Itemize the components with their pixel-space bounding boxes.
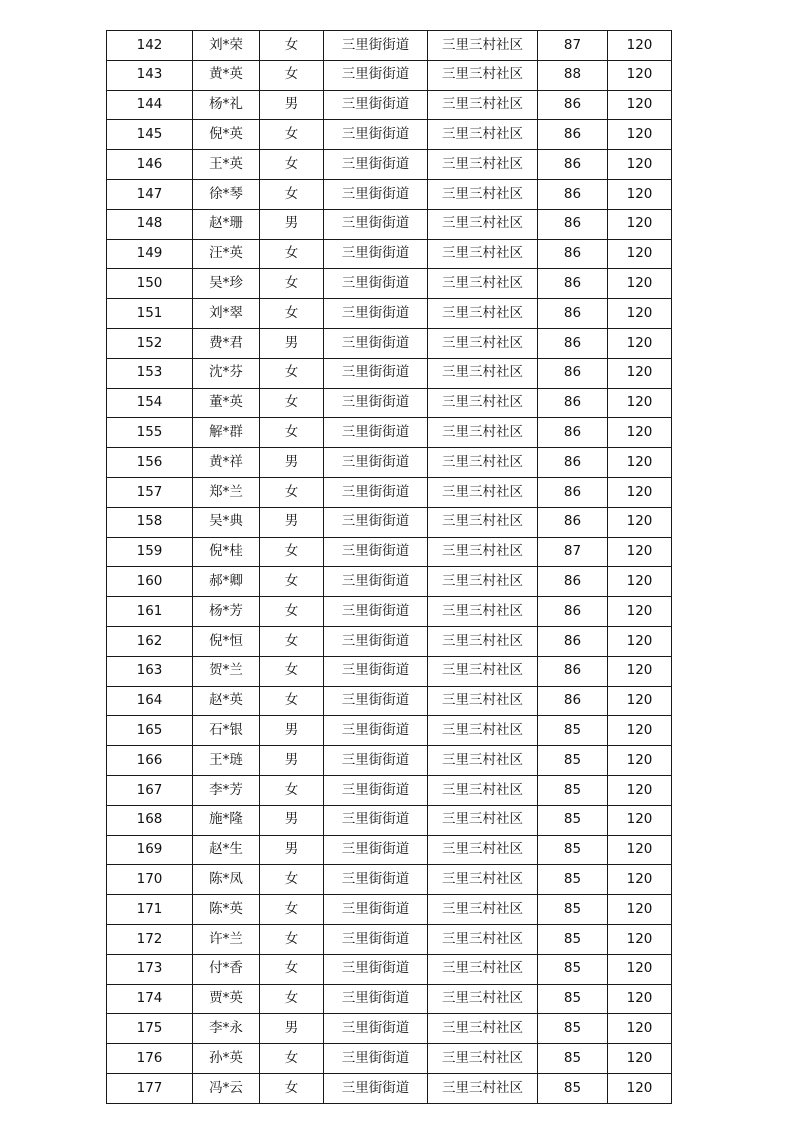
cell-serial-number: 147: [107, 179, 193, 209]
cell-amount: 120: [608, 746, 672, 776]
cell-age: 85: [538, 835, 608, 865]
cell-age: 85: [538, 746, 608, 776]
cell-amount: 120: [608, 358, 672, 388]
cell-street: 三里街街道: [324, 239, 428, 269]
cell-name: 石*银: [193, 716, 260, 746]
cell-serial-number: 166: [107, 746, 193, 776]
cell-gender: 女: [260, 686, 324, 716]
cell-community: 三里三村社区: [428, 358, 538, 388]
cell-serial-number: 159: [107, 537, 193, 567]
cell-name: 刘*荣: [193, 31, 260, 61]
cell-street: 三里街街道: [324, 805, 428, 835]
cell-gender: 女: [260, 418, 324, 448]
cell-street: 三里街街道: [324, 1073, 428, 1103]
cell-community: 三里三村社区: [428, 269, 538, 299]
cell-community: 三里三村社区: [428, 1044, 538, 1074]
cell-amount: 120: [608, 597, 672, 627]
cell-community: 三里三村社区: [428, 537, 538, 567]
cell-age: 85: [538, 984, 608, 1014]
table-row: [107, 597, 672, 627]
cell-gender: 女: [260, 1044, 324, 1074]
cell-name: 李*永: [193, 1014, 260, 1044]
cell-community: 三里三村社区: [428, 31, 538, 61]
cell-street: 三里街街道: [324, 686, 428, 716]
cell-amount: 120: [608, 239, 672, 269]
cell-age: 86: [538, 656, 608, 686]
cell-gender: 女: [260, 150, 324, 180]
cell-name: 付*香: [193, 954, 260, 984]
cell-serial-number: 169: [107, 835, 193, 865]
cell-gender: 女: [260, 477, 324, 507]
table-row: [107, 239, 672, 269]
cell-age: 88: [538, 60, 608, 90]
table-row: [107, 716, 672, 746]
cell-name: 董*英: [193, 388, 260, 418]
cell-gender: 女: [260, 239, 324, 269]
cell-age: 86: [538, 567, 608, 597]
cell-age: 85: [538, 1073, 608, 1103]
cell-amount: 120: [608, 299, 672, 329]
cell-age: 86: [538, 358, 608, 388]
cell-amount: 120: [608, 835, 672, 865]
cell-serial-number: 149: [107, 239, 193, 269]
cell-gender: 女: [260, 120, 324, 150]
cell-community: 三里三村社区: [428, 567, 538, 597]
cell-community: 三里三村社区: [428, 388, 538, 418]
table-row: [107, 775, 672, 805]
table-row: [107, 1014, 672, 1044]
cell-name: 倪*英: [193, 120, 260, 150]
cell-serial-number: 148: [107, 209, 193, 239]
cell-street: 三里街街道: [324, 835, 428, 865]
cell-name: 吴*珍: [193, 269, 260, 299]
cell-serial-number: 171: [107, 895, 193, 925]
cell-age: 86: [538, 418, 608, 448]
cell-age: 85: [538, 775, 608, 805]
cell-serial-number: 153: [107, 358, 193, 388]
cell-community: 三里三村社区: [428, 120, 538, 150]
cell-community: 三里三村社区: [428, 239, 538, 269]
cell-serial-number: 151: [107, 299, 193, 329]
cell-age: 86: [538, 90, 608, 120]
cell-street: 三里街街道: [324, 984, 428, 1014]
table-row: [107, 448, 672, 478]
cell-serial-number: 164: [107, 686, 193, 716]
cell-serial-number: 154: [107, 388, 193, 418]
table-row: [107, 984, 672, 1014]
table-row: [107, 954, 672, 984]
cell-amount: 120: [608, 537, 672, 567]
cell-name: 王*英: [193, 150, 260, 180]
table-row: [107, 328, 672, 358]
cell-serial-number: 165: [107, 716, 193, 746]
table-row: [107, 388, 672, 418]
cell-age: 86: [538, 209, 608, 239]
cell-serial-number: 177: [107, 1073, 193, 1103]
cell-gender: 女: [260, 984, 324, 1014]
cell-age: 86: [538, 150, 608, 180]
cell-serial-number: 170: [107, 865, 193, 895]
cell-community: 三里三村社区: [428, 299, 538, 329]
cell-gender: 男: [260, 209, 324, 239]
cell-age: 85: [538, 805, 608, 835]
cell-age: 85: [538, 716, 608, 746]
cell-community: 三里三村社区: [428, 179, 538, 209]
cell-name: 杨*芳: [193, 597, 260, 627]
cell-street: 三里街街道: [324, 924, 428, 954]
cell-amount: 120: [608, 477, 672, 507]
cell-name: 倪*桂: [193, 537, 260, 567]
table-row: [107, 418, 672, 448]
cell-serial-number: 158: [107, 507, 193, 537]
cell-age: 85: [538, 954, 608, 984]
cell-street: 三里街街道: [324, 895, 428, 925]
cell-gender: 女: [260, 358, 324, 388]
table-row: [107, 1073, 672, 1103]
table-row: [107, 31, 672, 61]
cell-street: 三里街街道: [324, 328, 428, 358]
cell-amount: 120: [608, 775, 672, 805]
cell-amount: 120: [608, 507, 672, 537]
cell-community: 三里三村社区: [428, 656, 538, 686]
cell-name: 孙*英: [193, 1044, 260, 1074]
cell-name: 赵*珊: [193, 209, 260, 239]
cell-street: 三里街街道: [324, 567, 428, 597]
table-row: [107, 835, 672, 865]
cell-street: 三里街街道: [324, 209, 428, 239]
cell-amount: 120: [608, 805, 672, 835]
cell-name: 费*君: [193, 328, 260, 358]
cell-name: 黄*祥: [193, 448, 260, 478]
table-row: [107, 656, 672, 686]
cell-gender: 女: [260, 626, 324, 656]
cell-serial-number: 163: [107, 656, 193, 686]
cell-age: 85: [538, 865, 608, 895]
table-row: [107, 120, 672, 150]
cell-serial-number: 144: [107, 90, 193, 120]
cell-amount: 120: [608, 954, 672, 984]
cell-amount: 120: [608, 120, 672, 150]
cell-age: 86: [538, 299, 608, 329]
cell-serial-number: 162: [107, 626, 193, 656]
table-row: [107, 746, 672, 776]
cell-gender: 女: [260, 567, 324, 597]
cell-serial-number: 167: [107, 775, 193, 805]
table-row: [107, 269, 672, 299]
cell-age: 87: [538, 537, 608, 567]
cell-community: 三里三村社区: [428, 209, 538, 239]
cell-age: 86: [538, 448, 608, 478]
roster-table-body: [107, 31, 672, 1104]
cell-gender: 女: [260, 537, 324, 567]
cell-gender: 女: [260, 924, 324, 954]
cell-serial-number: 175: [107, 1014, 193, 1044]
cell-street: 三里街街道: [324, 120, 428, 150]
cell-gender: 男: [260, 448, 324, 478]
roster-table: [106, 30, 672, 1104]
cell-serial-number: 174: [107, 984, 193, 1014]
table-row: [107, 60, 672, 90]
table-row: [107, 358, 672, 388]
cell-community: 三里三村社区: [428, 835, 538, 865]
cell-age: 86: [538, 686, 608, 716]
cell-amount: 120: [608, 1073, 672, 1103]
cell-street: 三里街街道: [324, 388, 428, 418]
cell-community: 三里三村社区: [428, 1014, 538, 1044]
cell-name: 陈*凤: [193, 865, 260, 895]
cell-street: 三里街街道: [324, 150, 428, 180]
cell-gender: 男: [260, 507, 324, 537]
cell-community: 三里三村社区: [428, 865, 538, 895]
cell-street: 三里街街道: [324, 179, 428, 209]
cell-name: 许*兰: [193, 924, 260, 954]
cell-serial-number: 142: [107, 31, 193, 61]
cell-gender: 女: [260, 388, 324, 418]
table-row: [107, 805, 672, 835]
table-row: [107, 895, 672, 925]
cell-gender: 女: [260, 299, 324, 329]
cell-street: 三里街街道: [324, 716, 428, 746]
cell-age: 86: [538, 507, 608, 537]
cell-name: 汪*英: [193, 239, 260, 269]
cell-age: 86: [538, 328, 608, 358]
cell-amount: 120: [608, 209, 672, 239]
cell-age: 86: [538, 269, 608, 299]
cell-community: 三里三村社区: [428, 448, 538, 478]
cell-amount: 120: [608, 895, 672, 925]
table-row: [107, 1044, 672, 1074]
cell-name: 李*芳: [193, 775, 260, 805]
cell-community: 三里三村社区: [428, 924, 538, 954]
table-row: [107, 299, 672, 329]
cell-street: 三里街街道: [324, 775, 428, 805]
cell-age: 87: [538, 31, 608, 61]
cell-gender: 女: [260, 1073, 324, 1103]
cell-age: 86: [538, 626, 608, 656]
cell-gender: 女: [260, 269, 324, 299]
cell-name: 陈*英: [193, 895, 260, 925]
cell-age: 86: [538, 597, 608, 627]
cell-age: 86: [538, 477, 608, 507]
cell-amount: 120: [608, 448, 672, 478]
cell-street: 三里街街道: [324, 418, 428, 448]
cell-age: 85: [538, 1014, 608, 1044]
cell-amount: 120: [608, 179, 672, 209]
cell-street: 三里街街道: [324, 507, 428, 537]
cell-amount: 120: [608, 865, 672, 895]
cell-gender: 女: [260, 60, 324, 90]
cell-age: 85: [538, 895, 608, 925]
cell-street: 三里街街道: [324, 60, 428, 90]
table-row: [107, 537, 672, 567]
cell-community: 三里三村社区: [428, 775, 538, 805]
cell-gender: 男: [260, 1014, 324, 1044]
cell-gender: 女: [260, 775, 324, 805]
cell-serial-number: 145: [107, 120, 193, 150]
cell-name: 解*群: [193, 418, 260, 448]
cell-serial-number: 161: [107, 597, 193, 627]
cell-community: 三里三村社区: [428, 686, 538, 716]
table-row: [107, 90, 672, 120]
cell-serial-number: 143: [107, 60, 193, 90]
cell-amount: 120: [608, 716, 672, 746]
cell-community: 三里三村社区: [428, 418, 538, 448]
cell-amount: 120: [608, 150, 672, 180]
cell-serial-number: 146: [107, 150, 193, 180]
cell-amount: 120: [608, 1014, 672, 1044]
table-row: [107, 567, 672, 597]
cell-community: 三里三村社区: [428, 477, 538, 507]
cell-name: 赵*英: [193, 686, 260, 716]
cell-street: 三里街街道: [324, 1014, 428, 1044]
table-row: [107, 150, 672, 180]
cell-serial-number: 152: [107, 328, 193, 358]
cell-age: 85: [538, 924, 608, 954]
cell-serial-number: 155: [107, 418, 193, 448]
cell-name: 倪*恒: [193, 626, 260, 656]
cell-community: 三里三村社区: [428, 1073, 538, 1103]
cell-age: 86: [538, 388, 608, 418]
cell-serial-number: 156: [107, 448, 193, 478]
cell-serial-number: 150: [107, 269, 193, 299]
cell-gender: 女: [260, 954, 324, 984]
cell-community: 三里三村社区: [428, 328, 538, 358]
cell-community: 三里三村社区: [428, 597, 538, 627]
cell-gender: 女: [260, 179, 324, 209]
table-row: [107, 865, 672, 895]
cell-amount: 120: [608, 60, 672, 90]
cell-name: 王*琏: [193, 746, 260, 776]
cell-amount: 120: [608, 656, 672, 686]
cell-community: 三里三村社区: [428, 507, 538, 537]
cell-street: 三里街街道: [324, 954, 428, 984]
cell-gender: 男: [260, 835, 324, 865]
table-row: [107, 179, 672, 209]
cell-name: 沈*芬: [193, 358, 260, 388]
cell-serial-number: 157: [107, 477, 193, 507]
cell-community: 三里三村社区: [428, 150, 538, 180]
cell-serial-number: 160: [107, 567, 193, 597]
cell-amount: 120: [608, 626, 672, 656]
table-row: [107, 924, 672, 954]
table-row: [107, 209, 672, 239]
cell-age: 86: [538, 179, 608, 209]
cell-amount: 120: [608, 328, 672, 358]
cell-street: 三里街街道: [324, 31, 428, 61]
cell-age: 86: [538, 120, 608, 150]
cell-name: 徐*琴: [193, 179, 260, 209]
cell-community: 三里三村社区: [428, 626, 538, 656]
cell-street: 三里街街道: [324, 90, 428, 120]
cell-amount: 120: [608, 1044, 672, 1074]
table-row: [107, 477, 672, 507]
cell-street: 三里街街道: [324, 448, 428, 478]
cell-serial-number: 176: [107, 1044, 193, 1074]
cell-gender: 女: [260, 656, 324, 686]
cell-gender: 男: [260, 90, 324, 120]
cell-name: 吴*典: [193, 507, 260, 537]
cell-community: 三里三村社区: [428, 805, 538, 835]
cell-street: 三里街街道: [324, 299, 428, 329]
cell-gender: 女: [260, 597, 324, 627]
cell-community: 三里三村社区: [428, 60, 538, 90]
cell-street: 三里街街道: [324, 358, 428, 388]
cell-name: 郝*卿: [193, 567, 260, 597]
cell-name: 赵*生: [193, 835, 260, 865]
table-row: [107, 686, 672, 716]
cell-age: 86: [538, 239, 608, 269]
cell-serial-number: 168: [107, 805, 193, 835]
cell-serial-number: 173: [107, 954, 193, 984]
cell-street: 三里街街道: [324, 597, 428, 627]
cell-amount: 120: [608, 686, 672, 716]
cell-name: 刘*翠: [193, 299, 260, 329]
cell-age: 85: [538, 1044, 608, 1074]
cell-name: 冯*云: [193, 1073, 260, 1103]
cell-gender: 男: [260, 746, 324, 776]
cell-amount: 120: [608, 90, 672, 120]
cell-amount: 120: [608, 269, 672, 299]
cell-community: 三里三村社区: [428, 954, 538, 984]
cell-amount: 120: [608, 984, 672, 1014]
cell-community: 三里三村社区: [428, 895, 538, 925]
cell-community: 三里三村社区: [428, 90, 538, 120]
cell-name: 贺*兰: [193, 656, 260, 686]
cell-street: 三里街街道: [324, 1044, 428, 1074]
cell-community: 三里三村社区: [428, 984, 538, 1014]
cell-street: 三里街街道: [324, 865, 428, 895]
cell-amount: 120: [608, 418, 672, 448]
cell-name: 郑*兰: [193, 477, 260, 507]
cell-gender: 男: [260, 328, 324, 358]
cell-street: 三里街街道: [324, 656, 428, 686]
cell-street: 三里街街道: [324, 477, 428, 507]
cell-serial-number: 172: [107, 924, 193, 954]
cell-amount: 120: [608, 388, 672, 418]
cell-name: 贾*英: [193, 984, 260, 1014]
cell-amount: 120: [608, 31, 672, 61]
cell-name: 施*隆: [193, 805, 260, 835]
cell-street: 三里街街道: [324, 537, 428, 567]
cell-amount: 120: [608, 567, 672, 597]
table-row: [107, 507, 672, 537]
cell-street: 三里街街道: [324, 626, 428, 656]
cell-community: 三里三村社区: [428, 716, 538, 746]
cell-community: 三里三村社区: [428, 746, 538, 776]
table-row: [107, 626, 672, 656]
cell-name: 杨*礼: [193, 90, 260, 120]
cell-amount: 120: [608, 924, 672, 954]
cell-gender: 女: [260, 31, 324, 61]
cell-street: 三里街街道: [324, 269, 428, 299]
cell-gender: 女: [260, 865, 324, 895]
cell-street: 三里街街道: [324, 746, 428, 776]
cell-gender: 女: [260, 895, 324, 925]
cell-gender: 男: [260, 716, 324, 746]
cell-gender: 男: [260, 805, 324, 835]
cell-name: 黄*英: [193, 60, 260, 90]
